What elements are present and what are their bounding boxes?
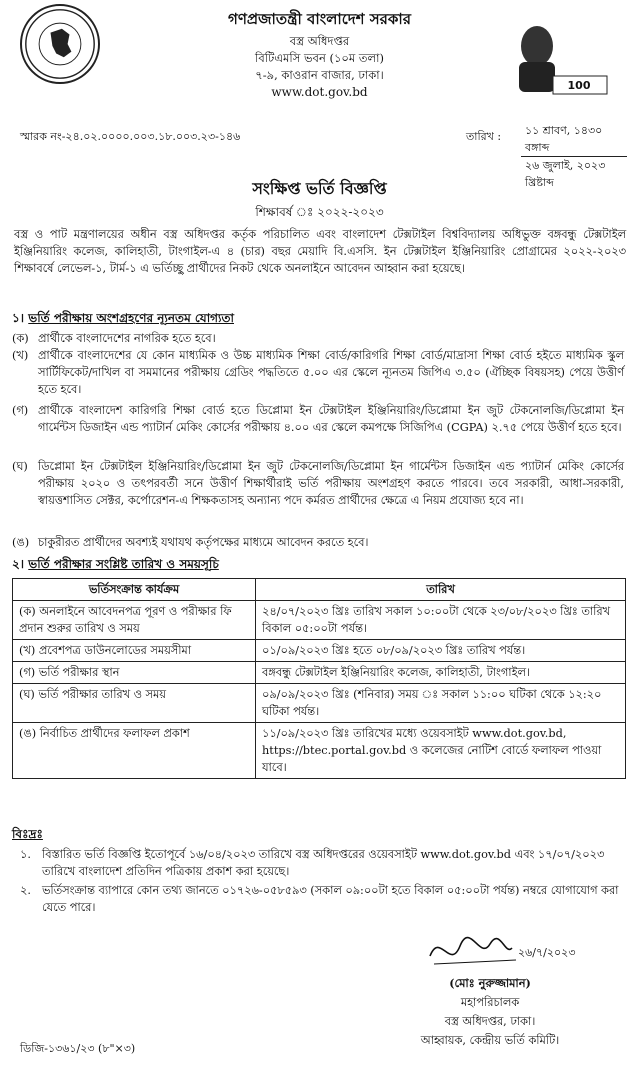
column-header-date: তারিখ bbox=[256, 579, 626, 601]
svg-text:100: 100 bbox=[567, 79, 591, 92]
section-1-title: ভর্তি পরীক্ষায় অংশগ্রহণের ন্যূনতম যোগ্যতা bbox=[28, 311, 234, 325]
signatory-role: আহ্বায়ক, কেন্দ্রীয় ভর্তি কমিটি। bbox=[420, 1034, 560, 1047]
office-address: ৭-৯, কাওরান বাজার, ঢাকা। bbox=[255, 68, 384, 82]
requirement-item: (খ) প্রার্থীকে বাংলাদেশের যে কোন মাধ্যমিক ও উচ্চ মাধ্যমিক শিক্ষা বোর্ড/কারিগরি শিক্ষা বোর্ড/মাদ্রাসা শিক্ষা বোর্ড হইতে মাধ্যমিক স্কুল সার্টিফিকেট/দাখিল বা সমমানের পরীক্ষায় গ্রেডিং পদ্ধতিতে ৫.০০ এর স্কেলে ন্যূনতম জিপিএ ৩.৫০ (ঐচ্ছিক বিষয়সহ) পেয়ে উত্তীর্ণ হতে হবে। bbox=[12, 349, 624, 396]
schedule-table bbox=[12, 578, 626, 779]
requirement-item: (ঘ) ডিপ্লোমা ইন টেক্সটাইল ইঞ্জিনিয়ারিং/ডিপ্লোমা ইন জুট টেকনোলজি/ডিপ্লোমা ইন গার্মেন্টস ডিজাইন এন্ড প্যাটার্ন মেকিং কোর্সের পরীক্ষায় ২০২০ ও তৎপরবর্তী সনে উত্তীর্ণ শিক্ষার্থীরাই ভর্তি পরীক্ষায় অংশগ্রহণ করতে পারবে। তবে সরকারী, আধা-সরকারী, স্বায়ত্তশাসিত সেক্টর, কর্পোরেশন-এ শিক্ষকতাসহ অন্যান্য পদে কর্মরত প্রার্থীদের ক্ষেত্রে এ নিয়ম প্রযোজ্য হবে না। bbox=[12, 460, 624, 507]
signature-date: ২৬/৭/২০২৩ bbox=[518, 946, 576, 959]
intro-paragraph: বস্ত্র ও পাট মন্ত্রণালয়ের অধীন বস্ত্র অধিদপ্তর কর্তৃক পরিচালিত এবং বাংলাদেশ টেক্সটাইল বিশ্ববিদ্যালয় অধিভুক্ত বঙ্গবন্ধু টেক্সটাইল ইঞ্জিনিয়ারিং কলেজ, কালিহাতী, টাংগাইল-এ ৪ (চার) বছর মেয়াদি বি.এসসি. ইন টেক্সটাইল ইঞ্জিনিয়ারিং প্রোগ্রামের ২০২২-২০২৩ শিক্ষাবর্ষে লেভেল-১, টার্ম-১ এ ভর্তিচ্ছু প্রার্থীদের নিকট থেকে অনলাইনে আবেদন আহ্বান করা হয়েছে। bbox=[14, 228, 626, 275]
footer-code: ডিজি-১৩৬১/২৩ (৮"×৩) bbox=[20, 1042, 136, 1055]
signatory-block bbox=[380, 974, 600, 1050]
table-row: (ঘ) ভর্তি পরীক্ষার তারিখ ও সময় ০৯/০৯/২০২৩ খ্রিঃ (শনিবার) সময় ঃ সকাল ১১:০০ ঘটিকা থেকে ১২:২০ ঘটিকা পর্যন্ত। bbox=[13, 684, 626, 723]
signatory-title: মহাপরিচালক bbox=[460, 996, 520, 1009]
date-english: ২৬ জুলাই, ২০২৩ খ্রিষ্টাব্দ bbox=[525, 159, 606, 189]
building-name: বিটিএমসি ভবন (১০ম তলা) bbox=[255, 51, 384, 65]
table-row: (ক) অনলাইনে আবেদনপত্র পূরণ ও পরীক্ষার ফি প্রদান শুরুর তারিখ ও সময় ২৪/০৭/২০২৩ খ্রিঃ তারিখ সকাল ১০:০০টা থেকে ২৩/০৮/২০২৩ খ্রিঃ তারিখ বিকাল ০৫:০০টা পর্যন্ত। bbox=[13, 601, 626, 640]
signature-icon bbox=[420, 926, 576, 974]
note-item: ২. ভর্তিসংক্রান্ত ব্যাপারে কোন তথ্য জানতে ০১৭২৬-০৫৮৫৯৩ (সকাল ০৯:০০টা হতে বিকাল ০৫:০০টা পর্যন্ত) নম্বরে যোগাযোগ করা যেতে পারে। bbox=[20, 884, 619, 914]
table-row: (গ) ভর্তি পরীক্ষার স্থান বঙ্গবন্ধু টেক্সটাইল ইঞ্জিনিয়ারিং কলেজ, কালিহাতী, টাংগাইল। bbox=[13, 662, 626, 684]
header bbox=[12, 0, 627, 128]
signatory-name: (মোঃ নুরুজ্জামান) bbox=[449, 976, 531, 990]
date-bangla: ১১ শ্রাবণ, ১৪৩০ বঙ্গাব্দ bbox=[521, 122, 627, 157]
mujib-centenary-logo-icon bbox=[509, 18, 609, 100]
signatory-office: বস্ত্র অধিদপ্তর, ঢাকা। bbox=[444, 1015, 536, 1028]
requirement-item: (ক) প্রার্থীকে বাংলাদেশের নাগরিক হতে হবে। bbox=[12, 332, 216, 345]
section-1-heading bbox=[12, 310, 234, 330]
notes-heading: বিঃদ্রঃ bbox=[12, 827, 43, 841]
requirement-item: (গ) প্রার্থীকে বাংলাদেশ কারিগরি শিক্ষা বোর্ড হতে ডিপ্লোমা ইন টেক্সটাইল ইঞ্জিনিয়ারিং/ডিপ্লোমা ইন জুট টেকনোলজি/ডিপ্লোমা ইন গার্মেন্টস ডিজাইন এন্ড প্যাটার্ন মেকিং কোর্সের পরীক্ষায় ৪.০০ এর স্কেলে কমপক্ষে সিজিপিএ (CGPA) ২.৭৫ পেয়ে উত্তীর্ণ হতে হবে। bbox=[12, 404, 624, 434]
academic-session: শিক্ষাবর্ষ ঃ ২০২২-২০২৩ bbox=[255, 205, 384, 219]
department-name: বস্ত্র অধিদপ্তর bbox=[289, 34, 350, 48]
government-seal-icon bbox=[20, 4, 100, 84]
table-row: (ঙ) নির্বাচিত প্রার্থীদের ফলাফল প্রকাশ ১১/০৯/২০২৩ খ্রিঃ তারিখের মধ্যে ওয়েবসাইট www.dot.gov.bd, https://btec.portal.gov.bd ও কলেজের নোটিশ বোর্ডে ফলাফল পাওয়া যাবে। bbox=[13, 723, 626, 779]
note-item: ১. বিস্তারিত ভর্তি বিজ্ঞপ্তি ইতোপূর্বে ১৬/০৪/২০২৩ তারিখে বস্ত্র অধিদপ্তরের ওয়েবসাইট www.dot.gov.bd এবং ১৭/০৭/২০২৩ তারিখে বাংলাদেশ প্রতিদিন পত্রিকায় প্রকাশ করা হয়েছে। bbox=[20, 848, 605, 878]
table-header-row bbox=[13, 579, 626, 601]
date-label: তারিখ : bbox=[466, 130, 502, 143]
government-title: গণপ্রজাতন্ত্রী বাংলাদেশ সরকার bbox=[228, 10, 411, 28]
section-1-number: ১। bbox=[12, 311, 25, 325]
table-row: (খ) প্রবেশপত্র ডাউনলোডের সময়সীমা ০১/০৯/২০২৩ খ্রিঃ হতে ০৮/০৯/২০২৩ খ্রিঃ তারিখ পর্যন্ত। bbox=[13, 640, 626, 662]
section-2-heading bbox=[12, 556, 219, 576]
column-header-activity: ভর্তিসংক্রান্ত কার্যক্রম bbox=[13, 579, 256, 601]
website-text: www.dot.gov.bd bbox=[271, 85, 368, 99]
section-2-number: ২। bbox=[12, 557, 25, 571]
section-2-title: ভর্তি পরীক্ষার সংশ্লিষ্ট তারিখ ও সময়সূচি bbox=[28, 557, 219, 571]
requirement-item: (ঙ) চাকুরীরত প্রার্থীদের অবশ্যই যথাযথ কর্তৃপক্ষের মাধ্যমে আবেদন করতে হবে। bbox=[12, 536, 369, 549]
notice-title: সংক্ষিপ্ত ভর্তি বিজ্ঞপ্তি bbox=[252, 179, 387, 198]
memo-number: স্মারক নং-২৪.০২.০০০০.০০৩.১৮.০০৩.২৩-১৪৬ bbox=[20, 130, 241, 143]
